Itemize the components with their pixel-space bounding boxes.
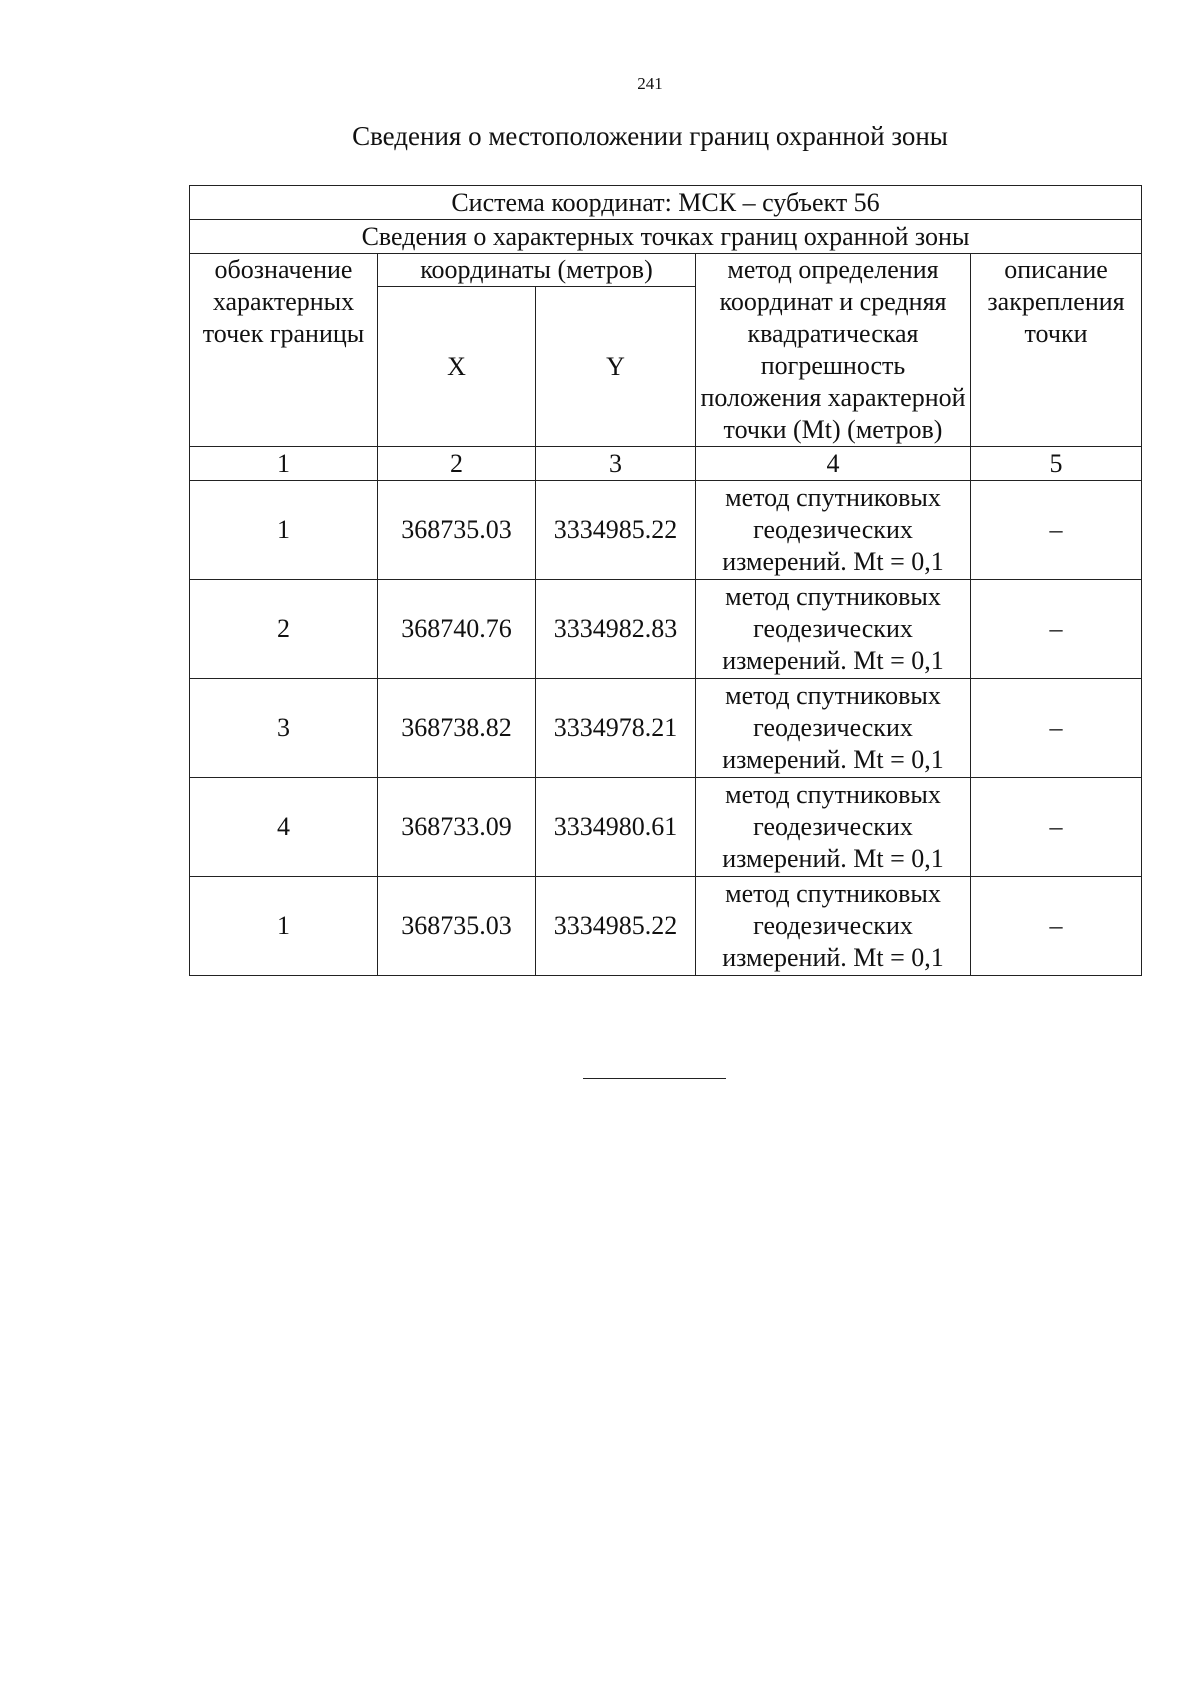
column-numbers-row xyxy=(190,447,1142,481)
table-row xyxy=(190,580,1142,679)
coordinate-system-cell: Система координат: МСК – субъект 56 xyxy=(190,186,1142,220)
description-cell: – xyxy=(971,877,1142,976)
method-cell: метод спутниковых геодезических измерений. Mt = 0,1 xyxy=(696,679,971,778)
table-row xyxy=(190,778,1142,877)
y-cell: 3334982.83 xyxy=(536,580,696,679)
x-cell: 368738.82 xyxy=(378,679,536,778)
document-title: Сведения о местоположении границ охранной зоны xyxy=(352,121,948,151)
method-cell: метод спутниковых геодезических измерений. Mt = 0,1 xyxy=(696,778,971,877)
header-y: Y xyxy=(536,287,696,447)
column-number: 4 xyxy=(696,447,971,481)
table-row xyxy=(190,877,1142,976)
x-cell: 368733.09 xyxy=(378,778,536,877)
header-description: описание закрепления точки xyxy=(971,254,1142,447)
header-coordinates: координаты (метров) xyxy=(378,254,696,287)
table-caption-cell: Сведения о характерных точках границ охранной зоны xyxy=(190,220,1142,254)
x-cell: 368735.03 xyxy=(378,481,536,580)
method-cell: метод спутниковых геодезических измерений. Mt = 0,1 xyxy=(696,580,971,679)
method-cell: метод спутниковых геодезических измерений. Mt = 0,1 xyxy=(696,481,971,580)
header-point-designation: обозначение характерных точек границы xyxy=(190,254,378,447)
point-cell: 4 xyxy=(190,778,378,877)
boundary-points-table xyxy=(189,185,1142,976)
table-row xyxy=(190,481,1142,580)
table-row xyxy=(190,679,1142,778)
description-cell: – xyxy=(971,679,1142,778)
column-number: 2 xyxy=(378,447,536,481)
coordinate-system-row xyxy=(190,186,1142,220)
header-x: X xyxy=(378,287,536,447)
y-cell: 3334985.22 xyxy=(536,877,696,976)
description-cell: – xyxy=(971,481,1142,580)
description-cell: – xyxy=(971,778,1142,877)
column-number: 5 xyxy=(971,447,1142,481)
y-cell: 3334985.22 xyxy=(536,481,696,580)
y-cell: 3334980.61 xyxy=(536,778,696,877)
y-cell: 3334978.21 xyxy=(536,679,696,778)
table-caption-row xyxy=(190,220,1142,254)
method-cell: метод спутниковых геодезических измерений. Mt = 0,1 xyxy=(696,877,971,976)
page-number: 241 xyxy=(637,74,663,93)
x-cell: 368735.03 xyxy=(378,877,536,976)
header-method: метод определения координат и средняя квадратическая погрешность положения характерной точки (Mt) (метров) xyxy=(696,254,971,447)
end-of-document-rule xyxy=(583,1078,726,1079)
header-row xyxy=(190,254,1142,287)
point-cell: 2 xyxy=(190,580,378,679)
point-cell: 3 xyxy=(190,679,378,778)
column-number: 1 xyxy=(190,447,378,481)
x-cell: 368740.76 xyxy=(378,580,536,679)
column-number: 3 xyxy=(536,447,696,481)
point-cell: 1 xyxy=(190,877,378,976)
description-cell: – xyxy=(971,580,1142,679)
point-cell: 1 xyxy=(190,481,378,580)
